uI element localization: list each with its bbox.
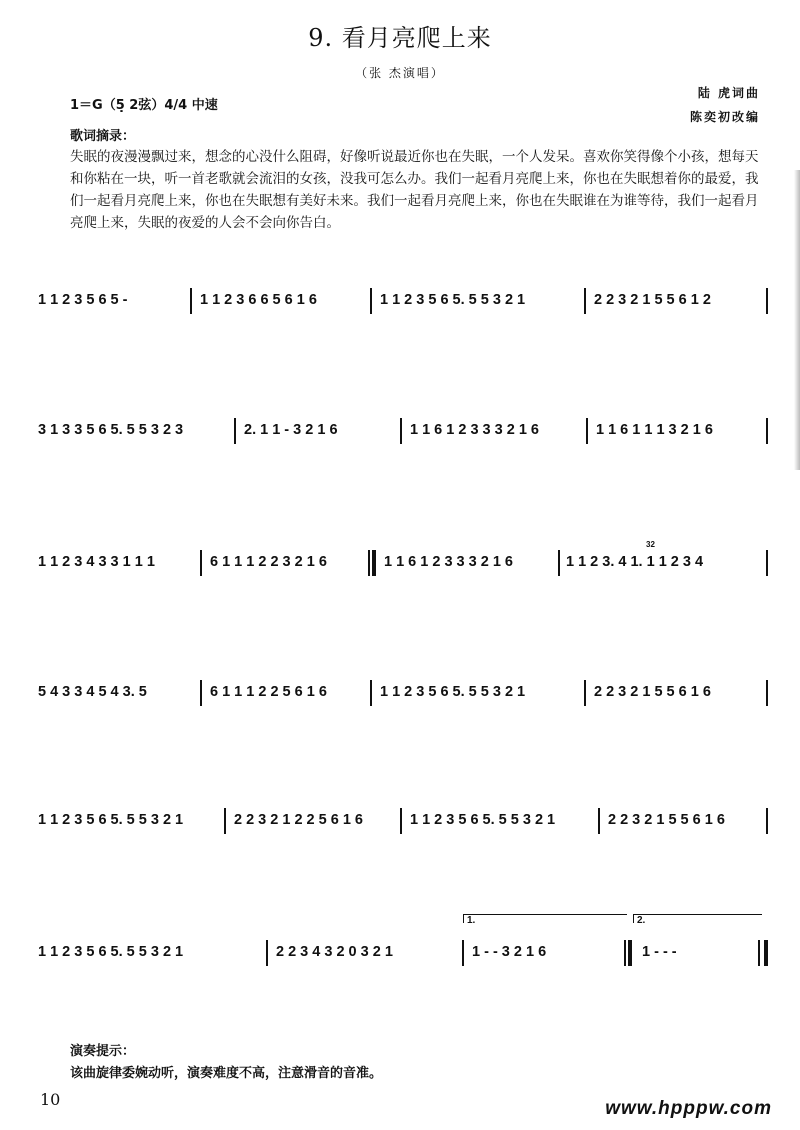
- bar-line: [200, 680, 202, 706]
- bar-line: [370, 680, 372, 706]
- bar-line: [584, 288, 586, 314]
- bar-line: [766, 550, 768, 576]
- bar-line: [224, 808, 226, 834]
- score-row-2: [38, 422, 773, 446]
- measure: 6 1 1 1 2 2 3 2 1 6: [210, 554, 327, 570]
- bar-line: [266, 940, 268, 966]
- measure: 1 1 2 3 5 6 5. 5 5 3 2 1: [380, 292, 526, 308]
- measure: 1 - - -: [642, 944, 677, 960]
- lyrics-heading: 歌词摘录：: [70, 129, 136, 144]
- score-row-3: [38, 540, 773, 578]
- bar-line: [558, 550, 560, 576]
- arranger: 陈奕初改编: [689, 110, 760, 124]
- final-bar-thin: [758, 940, 760, 966]
- measure: 1 1 2 3 5 6 5. 5 5 3 2 1: [410, 812, 556, 828]
- bar-line: [368, 550, 370, 576]
- measure: 2 2 3 2 1 5 5 6 1 6: [594, 684, 711, 700]
- measure: 1 1 2 3 4 3 3 1 1 1: [38, 554, 155, 570]
- measure: 1 1 2 3 6 6 5 6 1 6: [200, 292, 317, 308]
- page-number: 10: [40, 1090, 61, 1109]
- repeat-start-bar: [372, 550, 376, 576]
- measure: 3 1 3 3 5 6 5. 5 5 3 2 3: [38, 422, 184, 438]
- bar-line: [766, 418, 768, 444]
- measure: 2 2 3 2 1 5 5 6 1 6: [608, 812, 725, 828]
- measure: 1 1 6 1 1 1 3 2 1 6: [596, 422, 713, 438]
- measure: 1 1 2 3 5 6 5. 5 5 3 2 1: [38, 812, 184, 828]
- volta-2: 2.: [633, 914, 762, 923]
- bar-line: [190, 288, 192, 314]
- measure: 2 2 3 2 1 5 5 6 1 2: [594, 292, 711, 308]
- bar-line: [400, 418, 402, 444]
- measure: 1 1 2 3 5 6 5 -: [38, 292, 128, 308]
- measure: 1 1 2 3 5 6 5. 5 5 3 2 1: [380, 684, 526, 700]
- watermark: www.hpppw.com: [605, 1098, 772, 1119]
- measure: 2. 1 1 - 3 2 1 6: [244, 422, 338, 438]
- performer-line: （张 杰演唱）: [355, 66, 445, 80]
- score-row-6: [38, 915, 773, 968]
- bar-line: [462, 940, 464, 966]
- bar-line: [766, 808, 768, 834]
- bar-line: [586, 418, 588, 444]
- bar-line: [400, 808, 402, 834]
- score-row-5: [38, 812, 773, 836]
- measure: 1 1 6 1 2 3 3 3 2 1 6: [410, 422, 539, 438]
- bar-line: [598, 808, 600, 834]
- lyrics-text: 失眠的夜漫漫飘过来，想念的心没什么阻碍，好像听说最近你也在失眠，一个人发呆。喜欢你笑得像个小孩，想每天和你粘在一块，听一首老歌就会流泪的女孩，没我可怎么办。我们一起看月亮爬上来，你也在失眠想着你的最爱，我们一起看月亮爬上来，你也在失眠想有美好未来。我们一起看月亮爬上来，你也在失眠谁在为谁等待，我们一起看月亮爬上来，失眠的夜爱的人会不会向你告白。: [70, 149, 759, 231]
- measure: 1 1 2 3 5 6 5. 5 5 3 2 1: [38, 944, 184, 960]
- tips-heading: 演奏提示：: [70, 1044, 136, 1059]
- measure: 2 2 3 4 3 2 0 3 2 1: [276, 944, 393, 960]
- measure: 1 1 2 3. 4 1. 1 1 2 3 4: [566, 554, 704, 570]
- measure: 1 1 6 1 2 3 3 3 2 1 6: [384, 554, 513, 570]
- score-row-4: [38, 684, 773, 708]
- bar-line: [766, 680, 768, 706]
- bar-line: [234, 418, 236, 444]
- repeat-end-bar: [628, 940, 632, 966]
- measure: 2 2 3 2 1 2 2 5 6 1 6: [234, 812, 363, 828]
- score-row-1: [38, 292, 773, 316]
- key-signature: 1＝G（5̣ 2弦）4/4 中速: [70, 98, 218, 113]
- measure: 1 - - 3 2 1 6: [472, 944, 547, 960]
- bar-line: [200, 550, 202, 576]
- bar-line: [370, 288, 372, 314]
- lyricist-composer: 陆 虎词曲: [697, 86, 760, 100]
- volta-1: 1.: [463, 914, 627, 923]
- tips-text: 该曲旋律委婉动听，演奏难度不高，注意滑音的音准。: [70, 1066, 383, 1081]
- song-title: 9. 看月亮爬上来: [308, 24, 492, 52]
- scan-edge-shadow: [794, 170, 800, 470]
- bar-line: [624, 940, 626, 966]
- bar-line: [584, 680, 586, 706]
- bar-line: [766, 288, 768, 314]
- measure: 5 4 3 3 4 5 4 3. 5: [38, 684, 147, 700]
- final-bar-thick: [764, 940, 768, 966]
- grace-note: 32: [646, 540, 655, 549]
- measure: 6 1 1 1 2 2 5 6 1 6: [210, 684, 327, 700]
